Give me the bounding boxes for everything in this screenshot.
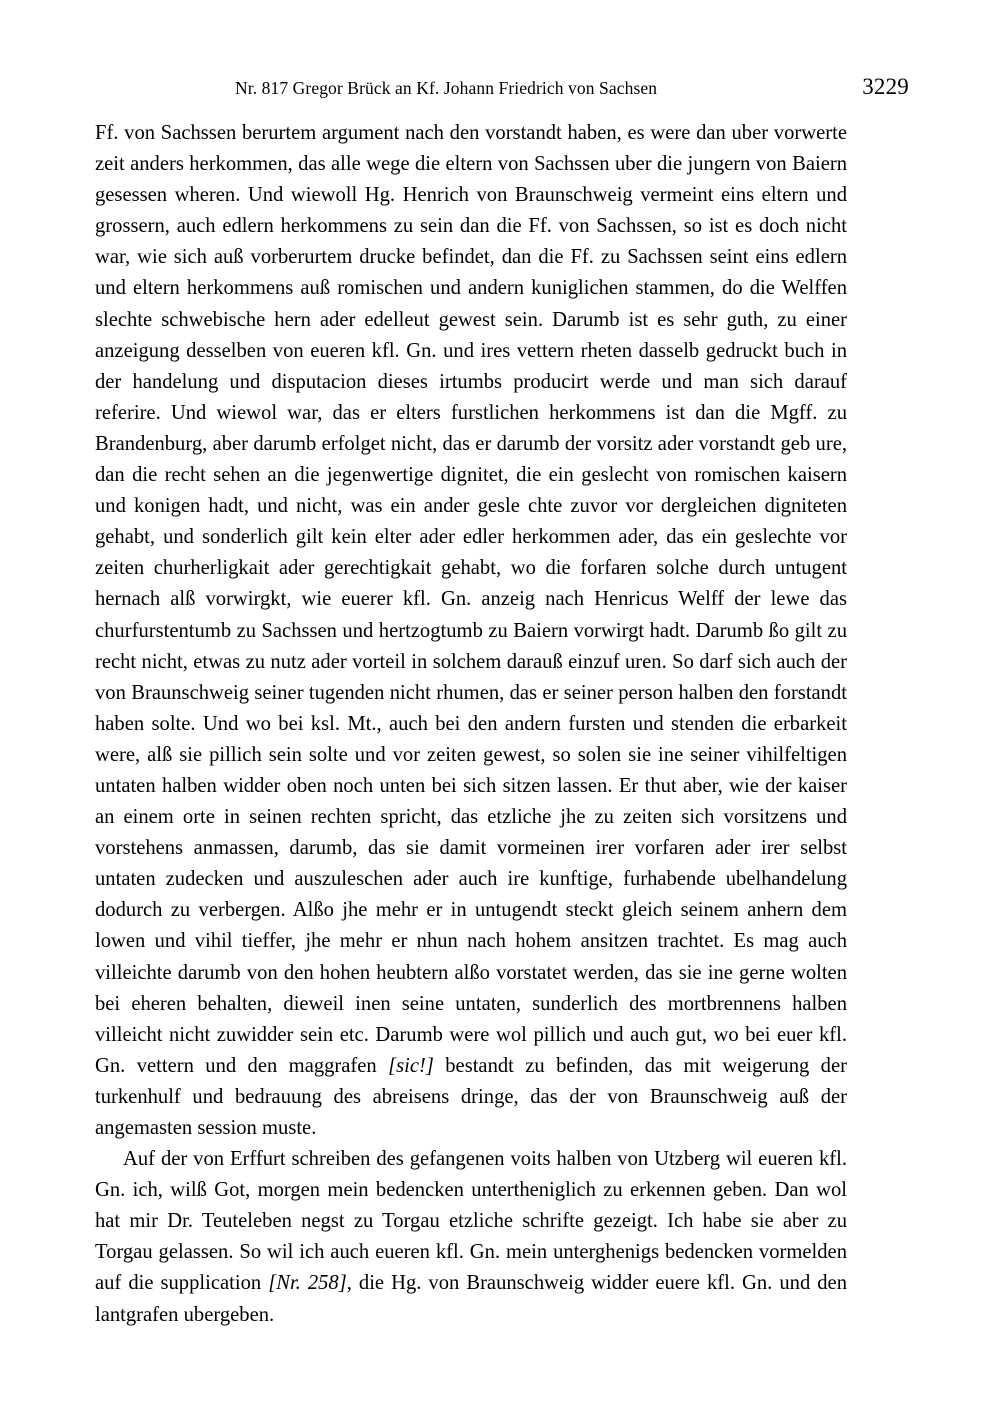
paragraph-1-text-part-1: Ff. von Sachssen berurtem argument nach den vorstandt haben, es were dan uber vorwerte zeit anders herkommen, das alle wege die eltern von Sachssen uber die jungern von Baiern gesessen wheren. Und wiewoll Hg. Henrich von Braunschweig vermeint eins eltern und grossern, auch edlern herkommens zu sein dan die Ff. von Sachssen, so ist es doch nicht war, wie sich auß vorberurtem drucke befindet, dan die Ff. zu Sachssen seint eins edlern und eltern herkommens auß romischen und andern kuniglichen stammen, do die Welffen slechte schwebische hern ader edelleut gewest sein. Darumb ist es sehr guth, zu einer anzeigung desselben von eueren kfl. Gn. und ires vettern rheten dasselb gedruckt buch in der handelung und disputacion dieses irtumbs producirt werde und man sich darauf referire. Und wiewol war, das er elters furstlichen herkommens ist dan die Mgff. zu Brandenburg, aber darumb erfolget nicht, das er darumb der vorsitz ader vorstandt geb ure, dan die recht sehen an die jegenwertige dignitet, die ein geslecht von romischen kaisern und konigen hadt, und nicht, was ein ander gesle chte zuvor vor dergleichen digniteten gehabt, und sonderlich gilt kein elter ader edler herkommen ader, das ein geslechte vor zeiten churherligkait ader gerechtigkait gehabt, wo die forfaren solche durch untugent hernach alß vorwirgkt, wie euerer kfl. Gn. anzeig nach Henricus Welff der lewe das churfurstentumb zu Sachssen und hertzogtumb zu Baiern vorwirgt hadt. Darumb ßo gilt zu recht nicht, etwas zu nutz ader vorteil in solchem darauß einzuf uren. So darf sich auch der von Braunschweig seiner tugenden nicht rhumen, das er seiner person halben den forstandt haben solte. Und wo bei ksl. Mt., auch bei den andern fursten und stenden die erbarkeit were, alß sie pillich sein solte und vor zeiten gewest, so solen sie ine seiner vihilfeltigen untaten halben widder oben noch unten bei sich sitzen lassen. Er thut aber, wie der kaiser an einem orte in seinen rechten spricht, das etzliche jhe zu zeiten sich vorsitzens und vorstehens anmassen, darumb, das sie damit vormeinen irer vorfaren ader irer selbst untaten zudecken und auszuleschen ader auch ire kunftige, furhabende ubelhandelung dodurch zu verbergen. Alßo jhe mehr er in untugendt steckt gleich seinem anhern dem lowen und vihil tieffer, jhe mehr er nhun nach hohem ansitzen trachtet. Es mag auch villeichte darumb von den hohen heubtern alßo vorstatet werden, das sie ine gerne wolten bei eheren behalten, dieweil inen seine untaten, sunderlich des mortbrennens halben villeicht nicht zuwidder sein etc. Darumb were wol pillich und auch gut, wo bei euer kfl. Gn. vettern und den maggrafen [95,122,847,1077]
paragraph-2 [95,1144,847,1331]
paragraph-1-sic-note: [sic!] [388,1054,434,1077]
paragraph-2-reference: [Nr. 258] [268,1272,347,1295]
page-number: 3229 [862,74,909,99]
paragraph-2-text-part-2: , die Hg. von Braunschweig widder euere kfl. Gn. und den lantgrafen ubergeben. [95,1272,847,1326]
running-title: Nr. 817 Gregor Brück an Kf. Johann Friedrich von Sachsen [235,78,658,98]
page-header [95,74,909,102]
paragraph-2-text-part-1: Auf der von Erffurt schreiben des gefangenen voits halben von Utzberg wil eueren kfl. Gn. ich, wilß Got, morgen mein bedencken untertheniglich zu erkennen geben. Dan wol hat mir Dr. Teuteleben negst zu Torgau etzliche schrifte gezeigt. Ich habe sie aber zu Torgau gelassen. So wil ich auch eueren kfl. Gn. mein unterghenigs bedencken vormelden auf die supplication [95,1148,847,1295]
paragraph-1 [95,118,847,1144]
paragraph-1-text-part-2: bestandt zu befinden, das mit weigerung der turkenhulf und bedrauung des abreisens dringe, das der von Braunschweig auß der angemasten session muste. [95,1054,847,1139]
body-text [95,118,847,1331]
